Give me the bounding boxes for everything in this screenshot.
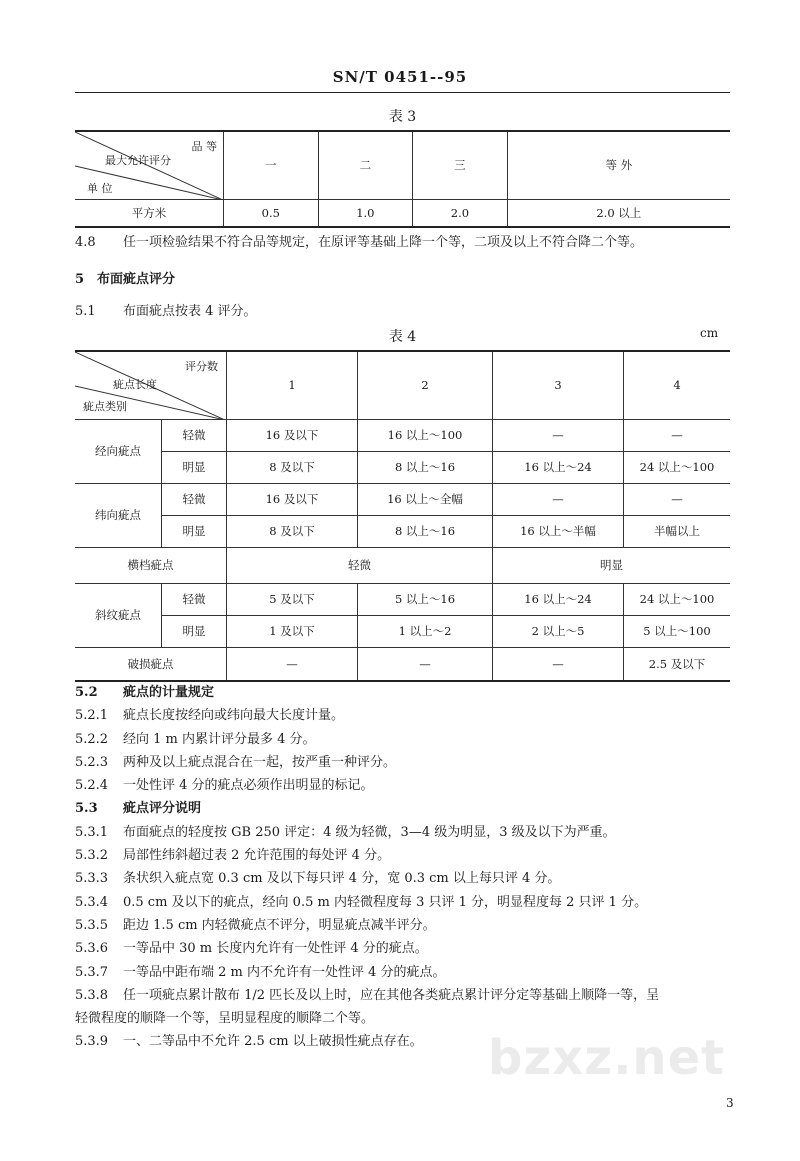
table-cell: — [624, 483, 731, 515]
clause-number: 5.3.4 [75, 894, 109, 910]
table-cell: 8 及以下 [227, 515, 358, 547]
clause-text: 条状织入疵点宽 0.3 cm 及以下每只评 4 分，宽 0.3 cm 以上每只评 4 分。 [123, 871, 561, 887]
clause-number: 5.3.8 [75, 987, 109, 1003]
clause-number: 5.2.4 [75, 778, 109, 794]
table-cell: 8 以上～16 [358, 451, 493, 483]
table-cell: 1 及以下 [227, 615, 358, 647]
table3-caption: 表 3 [388, 109, 417, 125]
table-cell: — [493, 419, 624, 451]
table-cell: 16 以上～全幅 [358, 483, 493, 515]
sub-label: 轻微 [162, 483, 227, 515]
category-label: 纬向疵点 [75, 483, 162, 547]
category-label: 破损疵点 [75, 647, 227, 681]
clause-text: 布面疵点按表 4 评分。 [123, 304, 257, 319]
clause-text: 疵点的计量规定 [123, 685, 215, 700]
clause-item [75, 774, 735, 797]
clause-number: 4.8 [75, 235, 96, 250]
sub-label: 明显 [162, 615, 227, 647]
clause-number: 5.1 [75, 304, 96, 319]
table-3 [75, 130, 730, 228]
table4-unit: cm [700, 326, 719, 340]
table-cell: 24 以上～100 [624, 451, 731, 483]
clause-number: 5.2 [75, 685, 98, 700]
clause-number: 5.3.9 [75, 1034, 109, 1050]
clause-number: 5.3.1 [75, 824, 109, 840]
clause-text: 0.5 cm 及以下的疵点，经向 0.5 m 内轻微程度每 3 只评 1 分，明显程度每 2 只评 1 分。 [123, 894, 648, 910]
table-cell: — [358, 647, 493, 681]
table-cell: — [493, 483, 624, 515]
table-cell: 16 以上～24 [493, 583, 624, 615]
diag-bottom-label: 单 位 [87, 182, 113, 195]
table-cell: 2.5 及以下 [624, 647, 731, 681]
section-title: 布面疵点评分 [97, 272, 176, 287]
section-number: 5 [75, 272, 85, 287]
clause-number: 5.3 [75, 801, 98, 817]
col-header: 等 外 [507, 131, 730, 199]
col-header: 三 [413, 131, 508, 199]
table4-diagonal-header [75, 351, 227, 419]
clause-continuation [75, 1007, 735, 1030]
category-label: 经向疵点 [75, 419, 162, 483]
page-header: SN/T 0451--95 [332, 68, 468, 86]
table-cell: 8 及以下 [227, 451, 358, 483]
table-cell: 8 以上～16 [358, 515, 493, 547]
clause-item [75, 961, 735, 984]
col-header: 一 [224, 131, 319, 199]
table-cell: 2.0 以上 [507, 199, 730, 227]
clause-text: 布面疵点的轻度按 GB 250 评定：4 级为轻微，3—4 级为明显，3 级及以下为严重。 [123, 824, 616, 840]
header-rule [75, 92, 730, 93]
sub-label: 轻微 [162, 583, 227, 615]
diag-middle-label: 最大允许评分 [105, 154, 171, 167]
clause-text: 一等品中 30 m 长度内允许有一处性评 4 分的疵点。 [123, 941, 428, 957]
diag-top-label: 评分数 [185, 360, 218, 373]
clause-text: 距边 1.5 cm 内轻微疵点不评分，明显疵点减半评分。 [123, 917, 436, 933]
table-cell: 轻微 [227, 547, 493, 583]
sub-label: 明显 [162, 451, 227, 483]
clause-text: 任一项疵点累计散布 1/2 匹长及以上时，应在其他各类疵点累计评分定等基础上顺降一等，呈 [123, 987, 660, 1003]
table-cell: 5 及以下 [227, 583, 358, 615]
col-header: 1 [227, 351, 358, 419]
clause-text: 局部性纬斜超过表 2 允许范围的每处评 4 分。 [123, 848, 391, 864]
clause-text: 任一项检验结果不符合品等规定，在原评等基础上降一个等，二项及以上不符合降二个等。 [123, 235, 644, 250]
table-cell: 16 以上～半幅 [493, 515, 624, 547]
clause-item [75, 681, 735, 704]
table-cell: 16 以上～100 [358, 419, 493, 451]
table3-diagonal-header [75, 131, 224, 199]
row-label: 平方米 [75, 199, 224, 227]
sub-label: 明显 [162, 515, 227, 547]
clause-text: 两种及以上疵点混合在一起，按严重一种评分。 [123, 754, 397, 770]
section-5-title [75, 270, 735, 290]
clause-item [75, 728, 735, 751]
table-cell: 5 以上～100 [624, 615, 731, 647]
table-cell: — [493, 647, 624, 681]
clause-item [75, 704, 735, 727]
clause-text: 一、二等品中不允许 2.5 cm 以上破损性疵点存在。 [123, 1034, 423, 1050]
clause-item [75, 867, 735, 890]
clause-number: 5.2.3 [75, 754, 109, 770]
table-cell: 5 以上～16 [358, 583, 493, 615]
table-cell: 1 以上～2 [358, 615, 493, 647]
table-cell: 16 及以下 [227, 419, 358, 451]
clause-item [75, 891, 735, 914]
clause-text: 经向 1 m 内累计评分最多 4 分。 [123, 731, 316, 747]
watermark: bzxz.net [488, 1030, 726, 1086]
col-header: 2 [358, 351, 493, 419]
clause-text: 疵点评分说明 [123, 801, 202, 817]
clause-number: 5.2.1 [75, 708, 109, 724]
clause-item [75, 844, 735, 867]
category-label: 斜纹疵点 [75, 583, 162, 647]
clause-text: 一等品中距布端 2 m 内不允许有一处性评 4 分的疵点。 [123, 964, 446, 980]
table-cell: 半幅以上 [624, 515, 731, 547]
clause-number: 5.3.2 [75, 848, 109, 864]
col-header: 二 [318, 131, 413, 199]
clause-text: 一处性评 4 分的疵点必须作出明显的标记。 [123, 778, 374, 794]
table-cell: 24 以上～100 [624, 583, 731, 615]
table-cell: 1.0 [318, 199, 413, 227]
col-header: 4 [624, 351, 731, 419]
col-header: 3 [493, 351, 624, 419]
table-cell: 16 以上～24 [493, 451, 624, 483]
clause-number: 5.3.5 [75, 917, 109, 933]
clause-number: 5.3.3 [75, 871, 109, 887]
diag-middle-label: 疵点长度 [113, 378, 157, 391]
table-cell: 0.5 [224, 199, 319, 227]
sub-label: 轻微 [162, 419, 227, 451]
clause-number: 5.3.6 [75, 941, 109, 957]
page-number: 3 [726, 1096, 734, 1110]
table-cell: 2.0 [413, 199, 508, 227]
clause-item [75, 751, 735, 774]
table-cell: — [624, 419, 731, 451]
category-label: 横档疵点 [75, 547, 227, 583]
clause-text: 疵点长度按经向或纬向最大长度计量。 [123, 708, 345, 724]
diag-top-label: 品 等 [191, 140, 217, 153]
clause-item [75, 984, 735, 1007]
clause-item [75, 797, 735, 820]
clause-number: 5.2.2 [75, 731, 109, 747]
table-cell: 16 及以下 [227, 483, 358, 515]
table4-caption: 表 4 [388, 329, 417, 345]
table-4 [75, 350, 730, 682]
diag-bottom-label: 疵点类别 [83, 400, 127, 413]
clause-item [75, 914, 735, 937]
table-cell: 明显 [493, 547, 731, 583]
clause-item [75, 821, 735, 844]
clause-text: 轻微程度的顺降一个等，呈明显程度的顺降二个等。 [75, 1011, 375, 1027]
paragraph-4-8 [75, 233, 735, 253]
clause-number: 5.3.7 [75, 964, 109, 980]
clause-list [75, 681, 735, 1054]
paragraph-5-1 [75, 302, 735, 322]
table-cell: — [227, 647, 358, 681]
table-cell: 2 以上～5 [493, 615, 624, 647]
clause-item [75, 937, 735, 960]
